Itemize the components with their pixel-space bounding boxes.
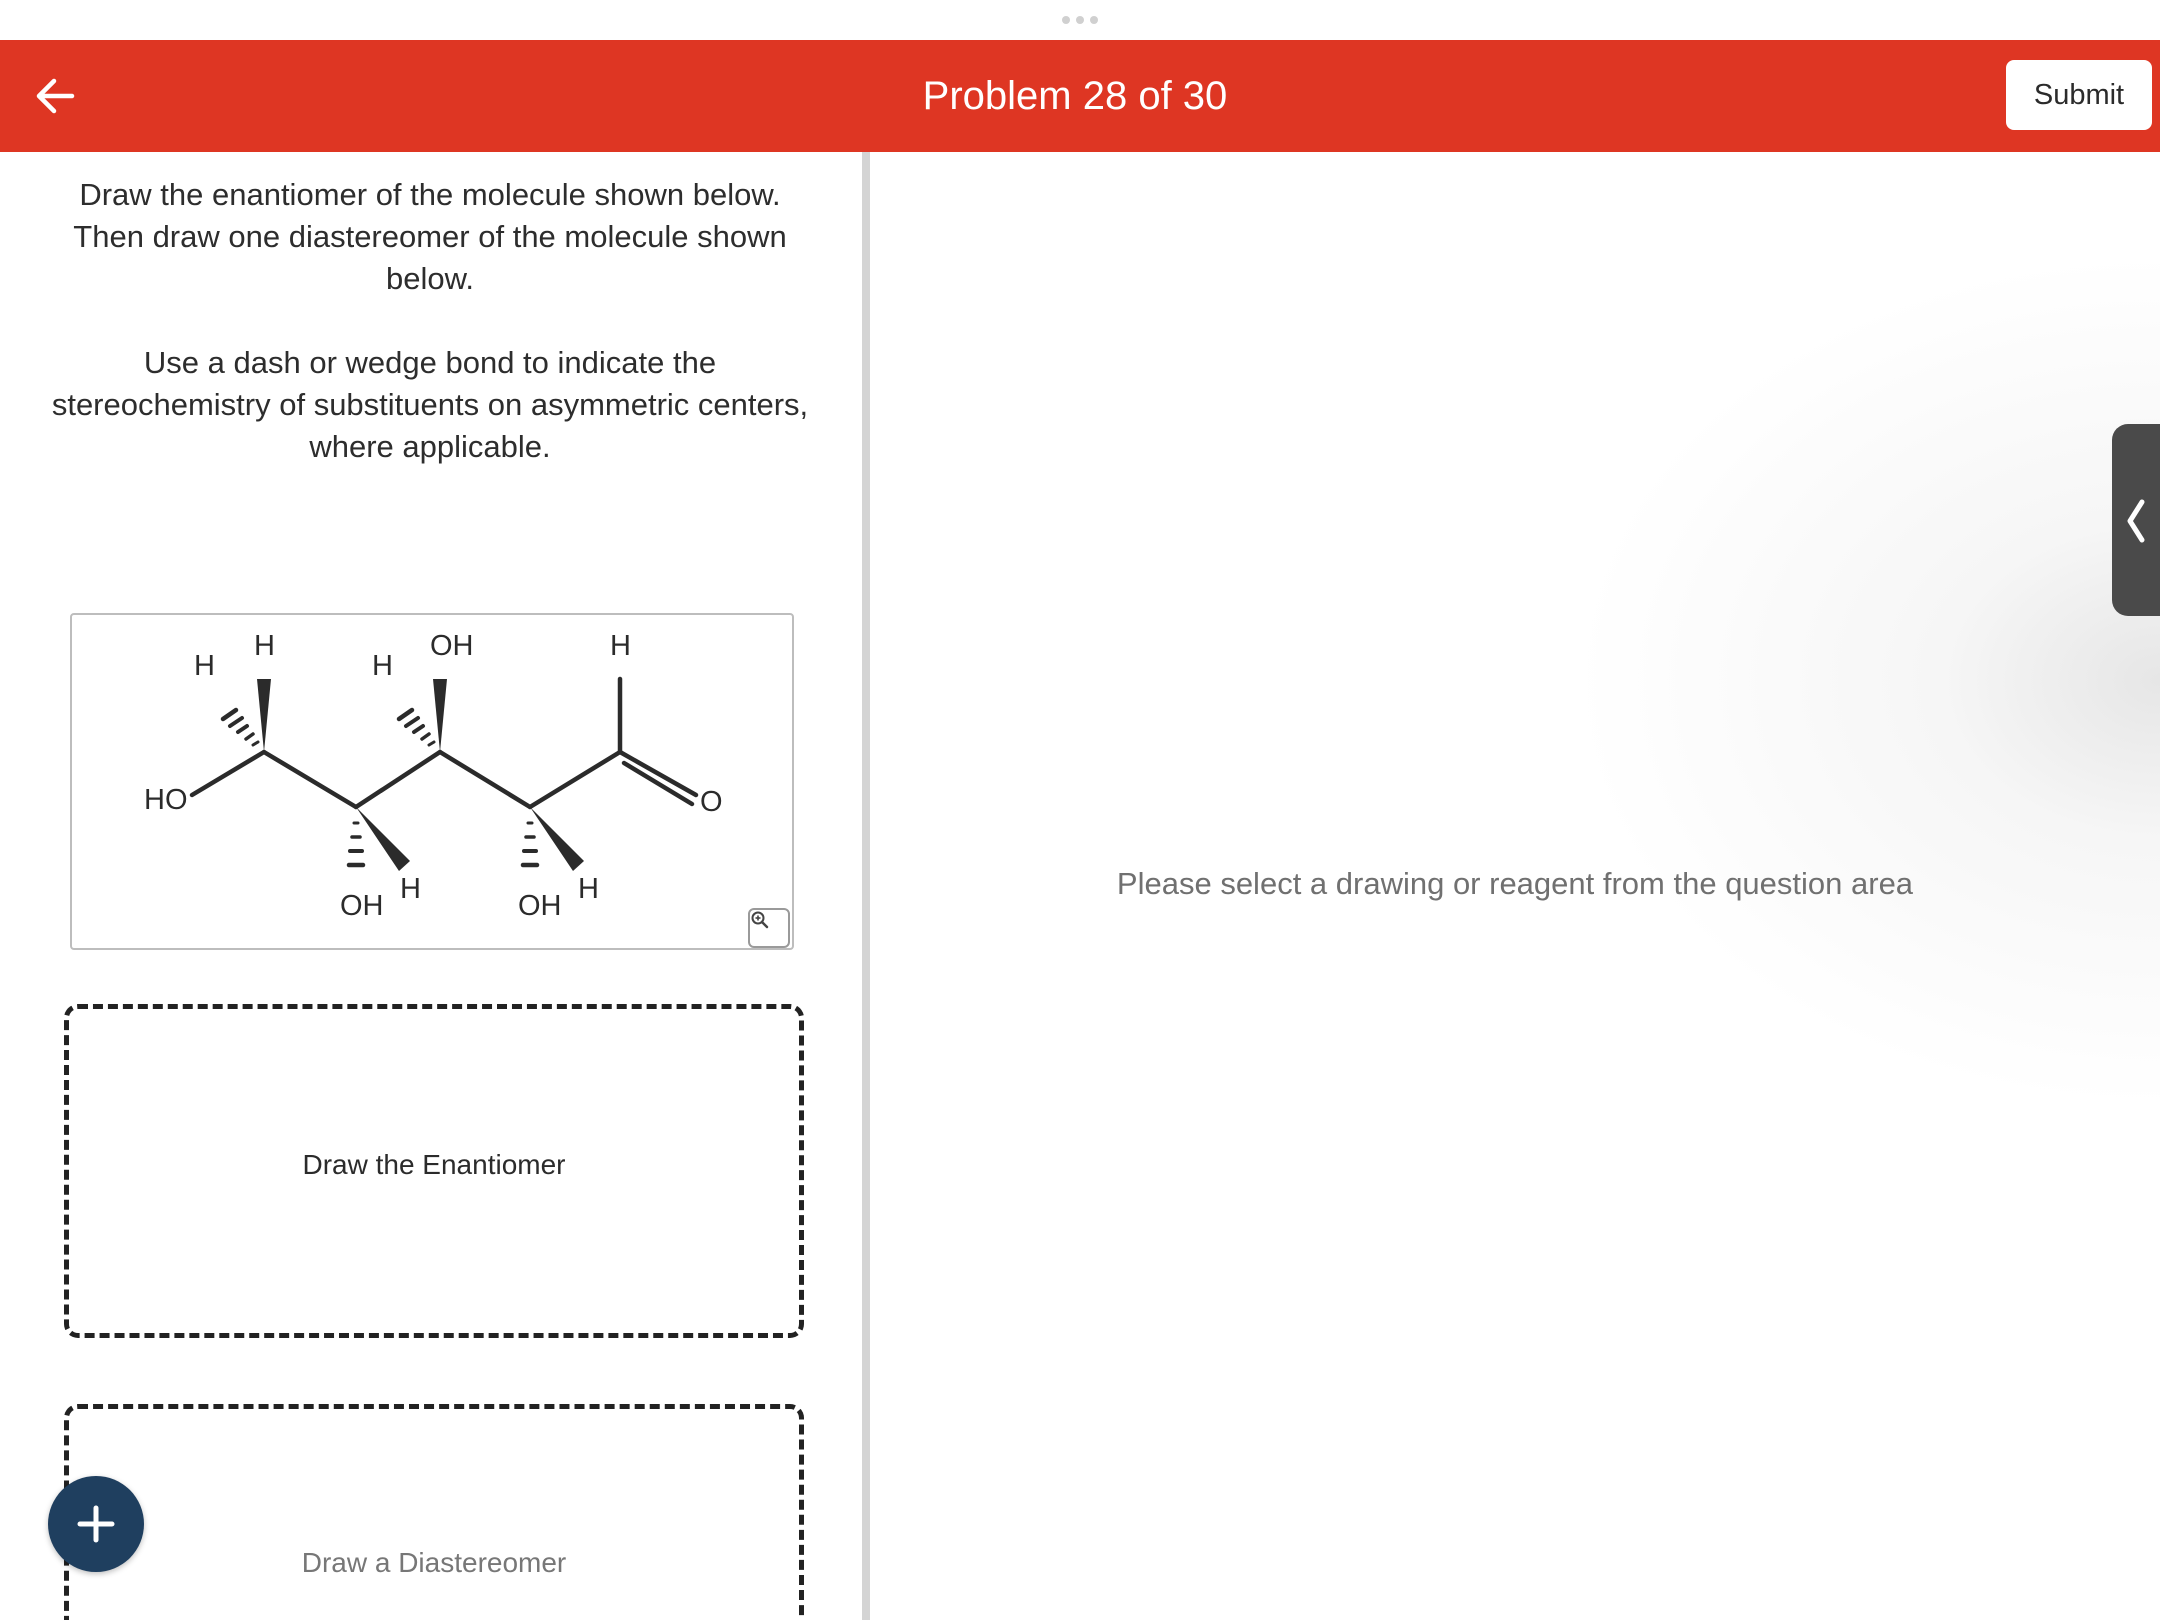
atom-label: H	[254, 630, 275, 662]
atom-label: O	[700, 786, 723, 818]
workspace-panel	[870, 152, 2160, 1620]
atom-label: H	[194, 650, 215, 682]
diastereomer-label: Draw a Diastereomer	[301, 1547, 567, 1578]
magnify-icon	[750, 910, 770, 930]
molecule-image[interactable]	[70, 613, 794, 950]
atom-label: OH	[518, 890, 562, 922]
enantiomer-drop-zone[interactable]	[64, 1004, 804, 1338]
bond	[530, 752, 620, 807]
header-bar	[0, 40, 2160, 152]
wedge-bond	[530, 807, 584, 871]
bond	[356, 752, 440, 807]
atom-label: H	[372, 650, 393, 682]
bond	[264, 752, 356, 807]
zoom-button[interactable]	[748, 908, 790, 948]
panel-divider[interactable]	[862, 152, 870, 1620]
stereo-instruction-text: Use a dash or wedge bond to indicate the stereochemistry of substituents on asymmetric centers, where applicable.	[51, 345, 809, 464]
dash-bond-1	[223, 710, 258, 745]
diastereomer-drop-zone[interactable]	[64, 1404, 804, 1620]
submit-button[interactable]: Submit	[2006, 60, 2152, 130]
instruction-text: Draw the enantiomer of the molecule shown below. Then draw one diastereomer of the molecule shown below.	[73, 177, 787, 296]
chevron-left-icon	[2122, 494, 2152, 548]
atom-label: OH	[430, 630, 474, 662]
atom-label: HO	[144, 784, 188, 816]
plus-icon	[74, 1502, 118, 1546]
add-button[interactable]	[48, 1476, 144, 1572]
atom-label: H	[578, 873, 599, 905]
bond	[440, 752, 530, 807]
molecule-structure	[72, 615, 792, 948]
window-dots	[1060, 14, 1100, 26]
atom-label: H	[610, 630, 631, 662]
dash-bond-4	[523, 823, 537, 865]
enantiomer-label: Draw the Enantiomer	[302, 1149, 566, 1180]
empty-state-text: Please select a drawing or reagent from the question area	[1116, 866, 1914, 901]
collapse-tab[interactable]	[2112, 424, 2160, 616]
double-bond	[620, 752, 696, 795]
dash-bond-2	[399, 710, 434, 745]
double-bond	[624, 763, 692, 804]
atom-label: H	[400, 873, 421, 905]
problem-title: Problem 28 of 30	[922, 74, 1228, 118]
question-area	[0, 152, 862, 1620]
wedge-bond	[356, 807, 410, 871]
dash-bond-3	[349, 823, 363, 865]
bond	[192, 752, 264, 795]
atom-label: OH	[340, 890, 384, 922]
